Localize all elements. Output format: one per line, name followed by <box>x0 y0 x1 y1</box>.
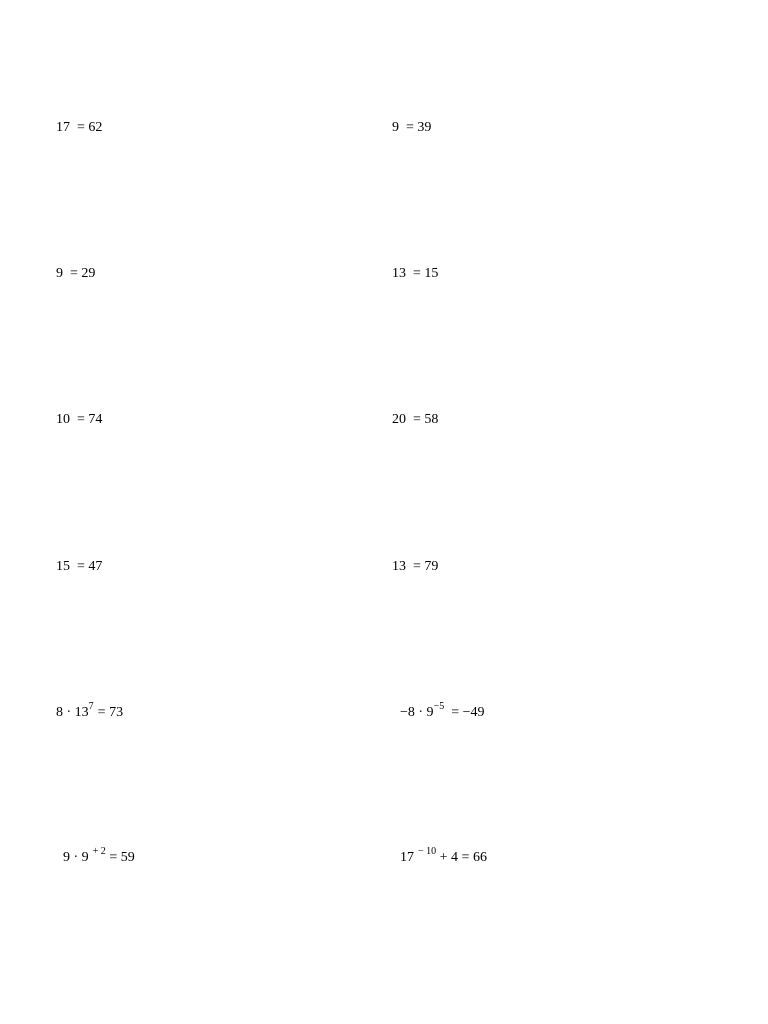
equation-tail: + 4 <box>439 850 459 865</box>
equation-rhs: 39 <box>417 120 432 135</box>
equation-rhs: 29 <box>81 266 96 281</box>
equation-4: 13 = 15 <box>392 266 439 281</box>
equation-rhs: 66 <box>472 850 487 865</box>
equation-1: 17 = 62 <box>56 120 103 135</box>
equation-rhs: −49 <box>462 705 485 720</box>
equation-5: 10 = 74 <box>56 412 103 427</box>
equation-base: 15 <box>56 559 70 574</box>
equation-base: 13 <box>392 266 406 281</box>
equation-base: 17 <box>56 120 70 135</box>
equation-9: $8 \cdot 13^7 = 73$ <box>56 701 124 720</box>
equation-3: 9 = 29 <box>56 266 96 281</box>
equation-exponent: 7 <box>88 701 94 712</box>
equation-2: 9 = 39 <box>392 120 432 135</box>
equation-coefficient: −8 · 9 <box>400 705 434 720</box>
equation-rhs: 58 <box>424 412 439 427</box>
equation-exponent: − 10 <box>418 846 437 857</box>
equation-11: 9 · 9 $^{+ 2}$ = 59 <box>63 846 135 865</box>
equation-rhs: 47 <box>88 559 103 574</box>
equation-exponent: −5 <box>433 701 445 712</box>
equation-rhs: 15 <box>424 266 439 281</box>
equation-base: 9 <box>56 266 63 281</box>
equation-coefficient: 17 <box>400 850 414 865</box>
equation-10: $-8 \cdot 9^{-5} = -49$ <box>400 701 485 720</box>
equation-base: 13 <box>392 559 406 574</box>
equation-8: 13 = 79 <box>392 559 439 574</box>
equation-6: 20 = 58 <box>392 412 439 427</box>
equation-exponent: + 2 <box>92 846 106 857</box>
equation-12: 17 $^{- 10}$ + 4 = 66 <box>400 846 487 865</box>
equation-rhs: 62 <box>88 120 103 135</box>
equation-base: 20 <box>392 412 406 427</box>
equation-rhs: 73 <box>109 705 124 720</box>
equation-coefficient: 8 · 13 <box>56 705 89 720</box>
equation-7: 15 = 47 <box>56 559 103 574</box>
equation-rhs: 59 <box>120 850 135 865</box>
equation-coefficient: 9 · 9 <box>63 850 89 865</box>
equation-base: 9 <box>392 120 399 135</box>
equation-rhs: 79 <box>424 559 439 574</box>
equation-base: 10 <box>56 412 70 427</box>
equation-rhs: 74 <box>88 412 103 427</box>
